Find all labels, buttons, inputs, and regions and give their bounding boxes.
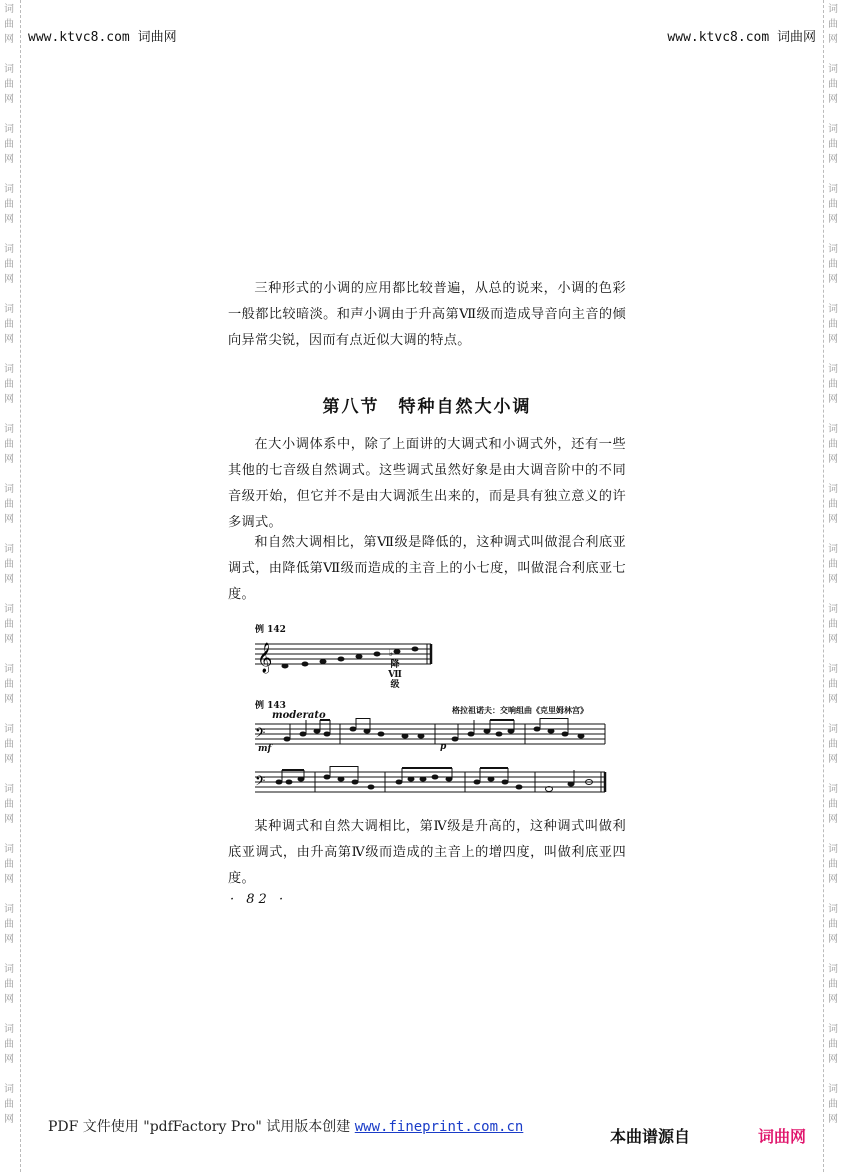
watermark-text: 词 曲 网 [828,1024,838,1065]
watermark-text: 词 曲 网 [828,544,838,585]
watermark-text: 词 曲 网 [4,364,14,405]
watermark-text: 词 曲 网 [4,124,14,165]
page-number: · 82 · [230,892,288,907]
watermark-text: 词 曲 网 [828,664,838,705]
watermark-text: 词 曲 网 [828,4,838,45]
watermark-text: 词 曲 网 [4,724,14,765]
footer-brand-logo[interactable]: 词曲网 [758,1127,807,1146]
example-143-staff-1 [255,718,615,758]
svg-text:𝄞: 𝄞 [257,643,273,673]
header-left-site[interactable]: www.ktvc8.com 词曲网 [28,30,177,45]
watermark-text: 词 曲 网 [828,1084,838,1125]
watermark-text: 词 曲 网 [828,184,838,225]
svg-text:𝄢: 𝄢 [255,773,266,792]
watermark-text: 词 曲 网 [4,1084,14,1125]
watermark-text: 词 曲 网 [4,1024,14,1065]
watermark-text: 词 曲 网 [828,424,838,465]
watermark-text: 词 曲 网 [4,484,14,525]
paragraph-mixolydian: 和自然大调相比，第Ⅶ级是降低的，这种调式叫做混合利底亚调式，由降低第Ⅶ级而造成的主音上的小七度，叫做混合利底亚七度。 [228,535,626,602]
paragraph-natural-modes: 在大小调体系中，除了上面讲的大调式和小调式外，还有一些其他的七音级自然调式。这些调式虽然好象是由大调音阶中的不同音级开始，但它并不是由大调派生出来的，而是具有独立意义的许多调式。 [228,437,626,530]
paragraph-minor-keys: 三种形式的小调的应用都比较普遍，从总的说来，小调的色彩一般都比较暗淡。和声小调由于升高第Ⅶ级而造成导音向主音的倾向异常尖锐，因而有点近似大调的特点。 [228,281,626,348]
example-143-label: 例 143 [255,701,286,711]
watermark-text: 词 曲 网 [828,604,838,645]
footer-pdf-notice [48,1116,523,1136]
watermark-text: 词 曲 网 [828,964,838,1005]
right-watermark-strip [823,0,844,1172]
example-143-dynamic-mf: mf [258,744,272,754]
example-142-staff [255,636,435,686]
watermark-text: 词 曲 网 [828,364,838,405]
example-142-annotation: 降 Ⅶ 级 [388,660,402,690]
watermark-text: 词 曲 网 [4,904,14,945]
watermark-text: 词 曲 网 [4,4,14,45]
watermark-text: 词 曲 网 [4,424,14,465]
example-142-label: 例 142 [255,625,286,635]
left-watermark-strip [0,0,21,1172]
example-143-dynamic-p: p [440,742,447,752]
watermark-text: 词 曲 网 [4,784,14,825]
watermark-text: 词 曲 网 [828,304,838,345]
svg-text:♭: ♭ [389,649,394,659]
watermark-text: 词 曲 网 [4,964,14,1005]
watermark-text: 词 曲 网 [4,244,14,285]
watermark-text: 词 曲 网 [828,244,838,285]
example-143-staff-2 [255,766,615,806]
watermark-text: 词 曲 网 [828,844,838,885]
watermark-text: 词 曲 网 [828,124,838,165]
watermark-text: 词 曲 网 [4,304,14,345]
header-right-site[interactable]: www.ktvc8.com 词曲网 [667,30,816,45]
footer-text: PDF 文件使用 "pdfFactory Pro" 试用版本创建 [48,1119,355,1135]
svg-text:𝄢: 𝄢 [255,725,266,744]
watermark-text: 词 曲 网 [828,784,838,825]
watermark-text: 词 曲 网 [4,844,14,885]
watermark-text: 词 曲 网 [828,484,838,525]
watermark-text: 词 曲 网 [4,664,14,705]
section-title: 第八节 特种自然大小调 [322,397,532,417]
watermark-text: 词 曲 网 [4,544,14,585]
watermark-text: 词 曲 网 [828,904,838,945]
watermark-text: 词 曲 网 [4,604,14,645]
watermark-text: 词 曲 网 [828,724,838,765]
paragraph-lydian: 某种调式和自然大调相比，第Ⅳ级是升高的，这种调式叫做利底亚调式，由升高第Ⅳ级而造成的主音上的增四度，叫做利底亚四度。 [228,819,626,886]
watermark-text: 词 曲 网 [828,64,838,105]
footer-link[interactable]: www.fineprint.com.cn [354,1119,524,1135]
watermark-text: 词 曲 网 [4,64,14,105]
example-143-tempo: moderato [272,710,326,721]
watermark-text: 词 曲 网 [4,184,14,225]
footer-source-label: 本曲谱源自 [610,1127,691,1146]
example-143-source: 格拉祖诺夫：交响组曲《克里姆林宫》 [452,705,588,715]
